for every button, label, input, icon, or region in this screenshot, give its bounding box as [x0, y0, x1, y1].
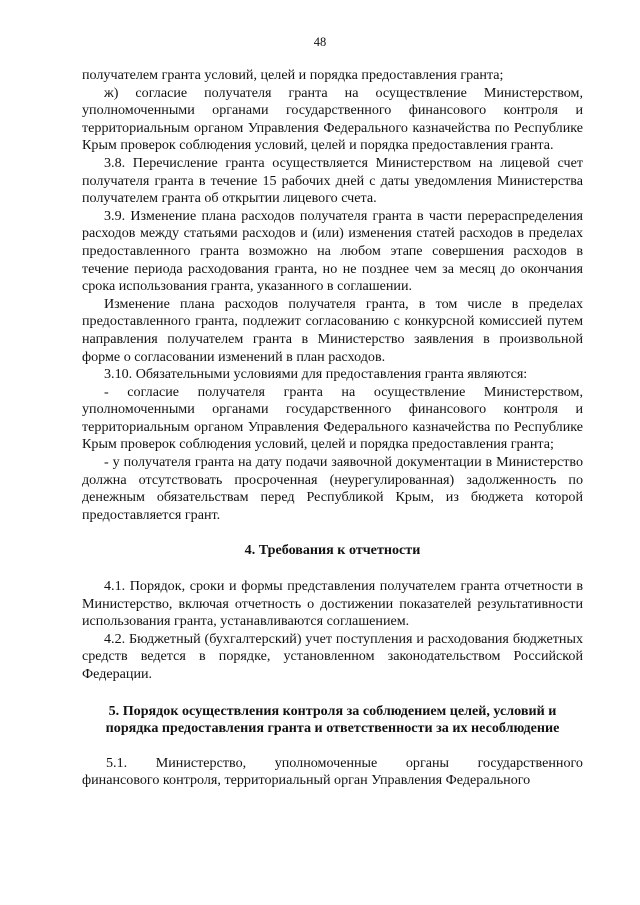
section-heading-5-line-2: порядка предоставления гранта и ответственности за их несоблюдение	[105, 720, 560, 737]
paragraph-3-10: 3.10. Обязательными условиями для предоставления гранта являются:	[104, 366, 528, 383]
word: 5.1.	[106, 754, 128, 771]
paragraph-4-1: 4.1. Порядок, сроки и формы представления получателем гранта отчетности в Министерство, включая отчетность о достижении показателей результативности использования гранта, устанавливаются соглашением.	[82, 578, 583, 630]
paragraph-plan-change: Изменение плана расходов получателя гранта, в том числе в пределах предоставленного гранта, подлежит согласованию с конкурсной комиссией путем направления получателем гранта в Министерство заявления в произвольной форме о согласовании изменений в план расходов.	[82, 295, 583, 365]
section-heading-5-line-1: 5. Порядок осуществления контроля за соблюдением целей, условий и	[108, 702, 557, 719]
paragraph-5-1-continuation: финансового контроля, территориальный орган Управления Федерального	[82, 772, 531, 789]
paragraph-3-9: 3.9. Изменение плана расходов получателя гранта в части перераспределения расходов между статьями расходов и (или) изменения статей расходов в пределах предоставленного гранта возможно на любом этапе совершения расходов в течение периода расходования гранта, но не позднее чем за месяц до окончания срока использования гранта, указанного в соглашении.	[82, 207, 583, 295]
paragraph-3-8: 3.8. Перечисление гранта осуществляется Министерством на лицевой счет получателя гранта в течение 15 рабочих дней с даты уведомления Министерства получателем гранта об открытии лицевого счета.	[82, 154, 583, 207]
word: государственного	[477, 754, 583, 771]
paragraph-item-zh: ж) согласие получателя гранта на осуществление Министерством, уполномоченными органами государственного финансового контроля и территориальным органом Управления Федерального казначейства по Республике Крым проверок соблюдения условий, целей и порядка предоставления гранта.	[82, 84, 583, 154]
paragraph-5-1-first-line	[82, 755, 583, 773]
paragraph-4-2: 4.2. Бюджетный (бухгалтерский) учет поступления и расходования бюджетных средств ведется в порядке, установленном законодательством Российской Федерации.	[82, 630, 583, 682]
paragraph-continuation: получателем гранта условий, целей и порядка предоставления гранта;	[82, 67, 504, 83]
page-number: 48	[313, 35, 327, 49]
paragraph-condition-consent: - согласие получателя гранта на осуществление Министерством, уполномоченными органами государственного финансового контроля и территориальным органом Управления Федерального казначейства по Республике Крым проверок соблюдения условий, целей и порядка предоставления гранта;	[82, 383, 583, 453]
section-heading-4: 4. Требования к отчетности	[244, 542, 421, 559]
paragraph-condition-debt: - у получателя гранта на дату подачи заявочной документации в Министерство должна отсутствовать просроченная (неурегулированная) задолженность по денежным обязательствам перед Республикой Крым, из бюджета которой предоставляется грант.	[82, 454, 583, 523]
document-body	[82, 67, 583, 790]
word: уполномоченные	[274, 754, 378, 771]
word: Министерство,	[155, 754, 247, 771]
word: органы	[405, 754, 450, 771]
section-heading-5	[82, 703, 583, 738]
